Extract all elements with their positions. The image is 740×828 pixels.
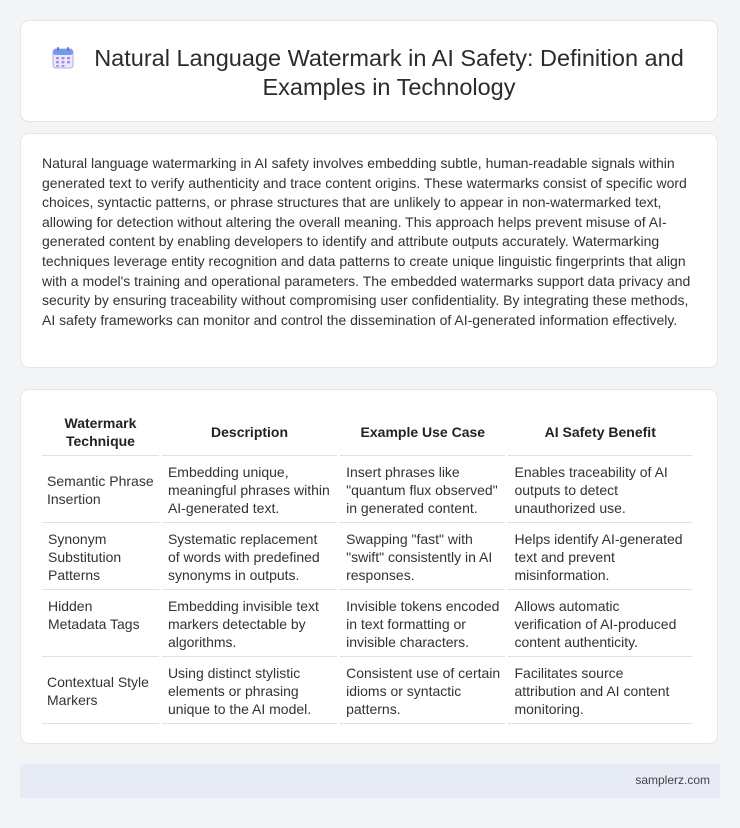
benefit-cell: Helps identify AI-generated text and prevent misinformation. bbox=[508, 523, 692, 590]
table-row bbox=[42, 657, 692, 724]
column-header-technique: Watermark Technique bbox=[42, 409, 159, 456]
table-card bbox=[20, 389, 718, 744]
title-card bbox=[20, 20, 718, 122]
benefit-cell: Allows automatic verification of AI-produced content authenticity. bbox=[508, 590, 692, 657]
intro-card bbox=[20, 133, 718, 368]
example-cell: Swapping "fast" with "swift" consistently in AI responses. bbox=[340, 523, 505, 590]
calendar-icon bbox=[51, 46, 75, 70]
table-row bbox=[42, 456, 692, 523]
footer bbox=[20, 764, 720, 798]
column-header-example: Example Use Case bbox=[340, 409, 505, 456]
technique-cell: Semantic Phrase Insertion bbox=[42, 456, 159, 523]
column-header-benefit: AI Safety Benefit bbox=[508, 409, 692, 456]
example-cell: Consistent use of certain idioms or syntactic patterns. bbox=[340, 657, 505, 724]
description-cell: Using distinct stylistic elements or phrasing unique to the AI model. bbox=[162, 657, 337, 724]
technique-cell: Synonym Substitution Patterns bbox=[42, 523, 159, 590]
table-row bbox=[42, 590, 692, 657]
benefit-cell: Facilitates source attribution and AI content monitoring. bbox=[508, 657, 692, 724]
example-cell: Insert phrases like "quantum flux observed" in generated content. bbox=[340, 456, 505, 523]
footer-site-link[interactable]: samplerz.com bbox=[635, 773, 710, 787]
technique-cell: Hidden Metadata Tags bbox=[42, 590, 159, 657]
description-cell: Embedding unique, meaningful phrases within AI-generated text. bbox=[162, 456, 337, 523]
table-row bbox=[42, 523, 692, 590]
technique-cell: Contextual Style Markers bbox=[42, 657, 159, 724]
watermark-table bbox=[39, 409, 695, 724]
table-header-row bbox=[42, 409, 692, 456]
page-title: Natural Language Watermark in AI Safety: Definition and Examples in Technology bbox=[94, 45, 684, 100]
example-cell: Invisible tokens encoded in text formatting or invisible characters. bbox=[340, 590, 505, 657]
column-header-description: Description bbox=[162, 409, 337, 456]
intro-paragraph: Natural language watermarking in AI safety involves embedding subtle, human-readable signals within generated text to verify authenticity and trace content origins. These watermarks consist of specific word choices, syntactic patterns, or phrase structures that are unlikely to appear in non-watermarked text, allowing for detection without altering the overall meaning. This approach helps prevent misuse of AI-generated content by enabling developers to identify and attribute outputs accurately. Watermarking techniques leverage entity recognition and data patterns to create unique linguistic fingerprints that align with a model's training and operational parameters. The embedded watermarks support data privacy and security by ensuring traceability without compromising user confidentiality. By integrating these methods, AI safety frameworks can monitor and control the dissemination of AI-generated information effectively. bbox=[42, 155, 691, 328]
description-cell: Systematic replacement of words with predefined synonyms in outputs. bbox=[162, 523, 337, 590]
description-cell: Embedding invisible text markers detectable by algorithms. bbox=[162, 590, 337, 657]
benefit-cell: Enables traceability of AI outputs to detect unauthorized use. bbox=[508, 456, 692, 523]
